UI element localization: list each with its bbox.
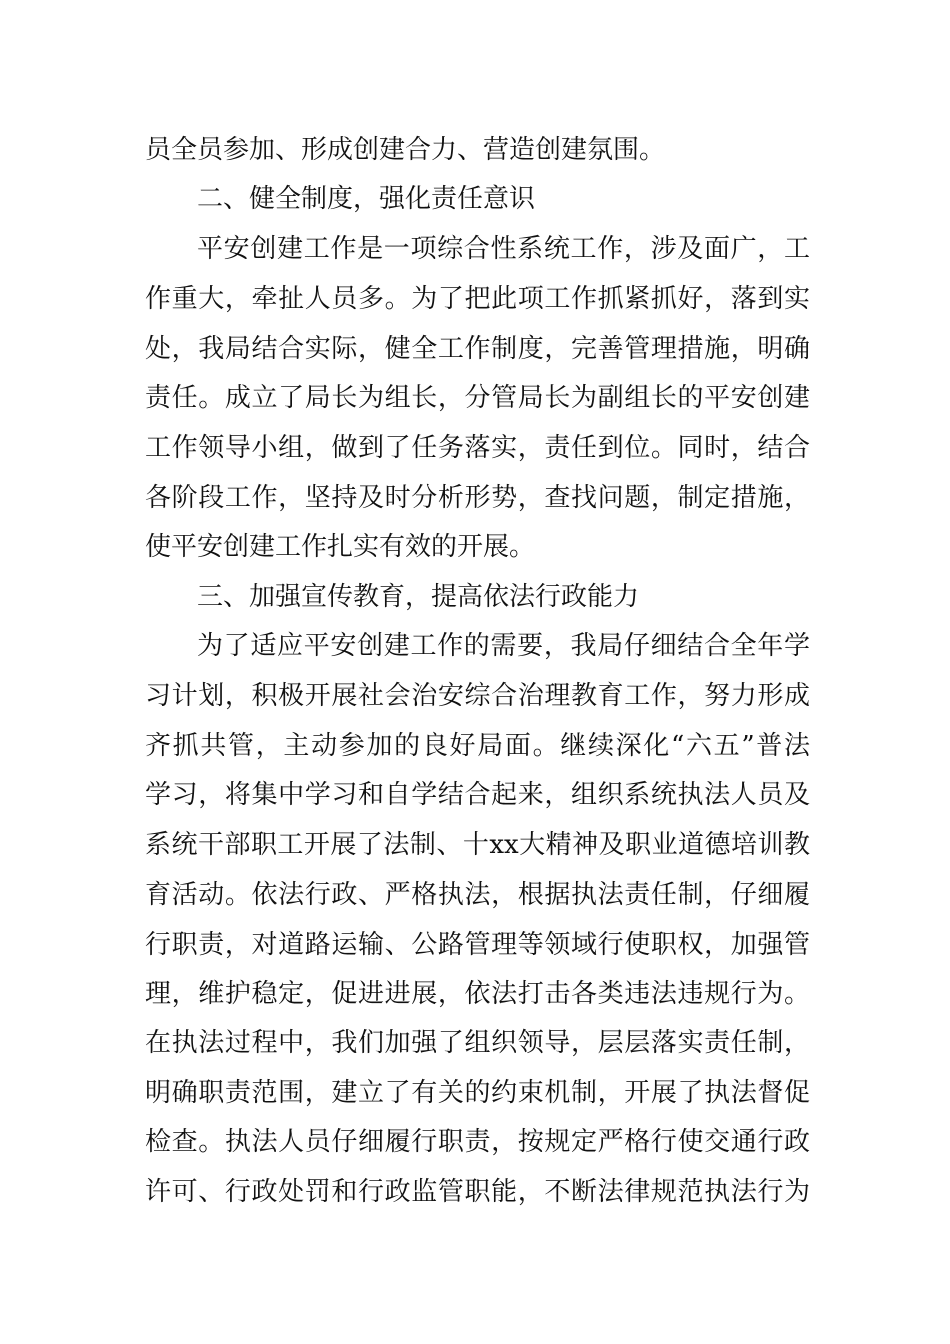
paragraph-line: 系统干部职工开展了法制、十xx大精神及职业道德培训教	[145, 830, 810, 860]
paragraph-line: 许可、行政处罚和行政监管职能，不断法律规范执法行为	[145, 1177, 810, 1207]
section-heading: 三、加强宣传教育，提高依法行政能力	[197, 582, 640, 612]
paragraph-line: 各阶段工作，坚持及时分析形势，查找问题，制定措施，	[145, 483, 810, 513]
paragraph-line: 使平安创建工作扎实有效的开展。	[145, 532, 536, 562]
paragraph-line: 处，我局结合实际，健全工作制度，完善管理措施，明确	[145, 334, 810, 364]
paragraph-line: 为了适应平安创建工作的需要，我局仔细结合全年学	[197, 631, 810, 661]
paragraph-line: 员全员参加、形成创建合力、营造创建氛围。	[145, 135, 666, 165]
paragraph-line: 齐抓共管，主动参加的良好局面。继续深化“六五”普法	[145, 731, 810, 761]
paragraph-line: 行职责，对道路运输、公路管理等领域行使职权，加强管	[145, 930, 810, 960]
paragraph-line: 在执法过程中，我们加强了组织领导，层层落实责任制，	[145, 1028, 810, 1058]
paragraph-line: 明确职责范围，建立了有关的约束机制，开展了执法督促	[145, 1078, 810, 1108]
paragraph-line: 学习，将集中学习和自学结合起来，组织系统执法人员及	[145, 780, 810, 810]
paragraph-line: 育活动。依法行政、严格执法，根据执法责任制，仔细履	[145, 880, 810, 910]
paragraph-line: 理，维护稳定，促进进展，依法打击各类违法违规行为。	[145, 979, 810, 1009]
paragraph-line: 平安创建工作是一项综合性系统工作，涉及面广，工	[197, 234, 810, 264]
paragraph-line: 作重大，牵扯人员多。为了把此项工作抓紧抓好，落到实	[145, 284, 810, 314]
paragraph-line: 责任。成立了局长为组长，分管局长为副组长的平安创建	[145, 383, 810, 413]
paragraph-line: 工作领导小组，做到了任务落实，责任到位。同时，结合	[145, 433, 810, 463]
section-heading: 二、健全制度，强化责任意识	[197, 184, 536, 214]
paragraph-line: 检查。执法人员仔细履行职责，按规定严格行使交通行政	[145, 1127, 810, 1157]
paragraph-line: 习计划，积极开展社会治安综合治理教育工作，努力形成	[145, 681, 810, 711]
